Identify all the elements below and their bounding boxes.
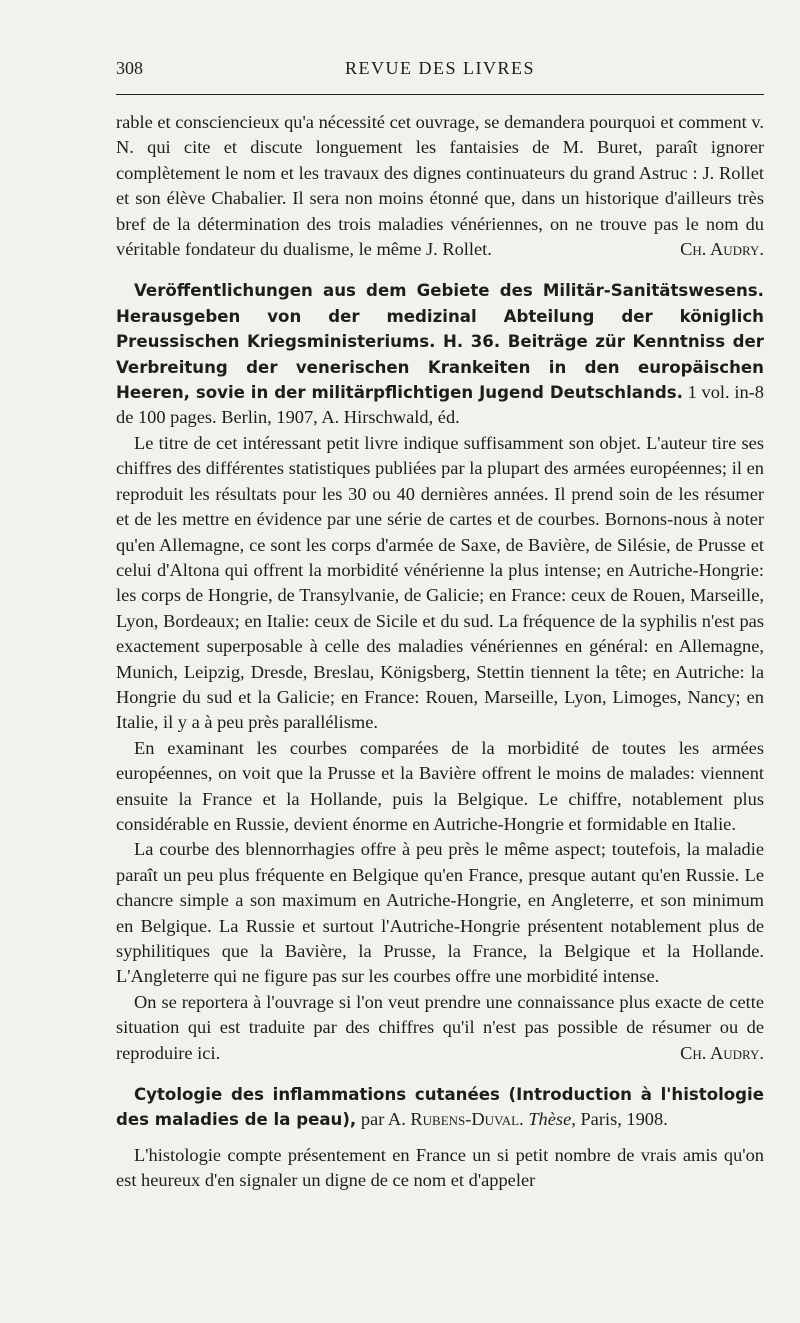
header-rule [116,94,764,95]
review-1-text [116,110,764,262]
review-2-signature: Ch. Audry. [680,1042,764,1063]
review-3-paragraph-1: L'histologie compte présentement en France un si petit nombre de vrais amis qu'on est heureux d'en signaler un digne de ce nom et d'appeler [116,1144,764,1191]
review-3-pub-by: par A. [356,1109,411,1130]
running-header [116,58,764,82]
review-3-author: Rubens-Duval [410,1109,520,1130]
spacer [116,1133,764,1143]
review-3-thesis: Thèse, [528,1109,576,1130]
review-3-title: Cytologie des inflammations cutanées (Introduction à l'histologie des maladies de la peau), [116,1085,764,1130]
running-title: REVUE DES LIVRES [345,58,535,78]
page-number: 308 [116,58,143,78]
review-2-paragraph-4-text: On se reportera à l'ouvrage si l'on veut prendre une connaissance plus exacte de cette situation qui est traduite par des chiffres qu'il n'est pas possible de résumer ou de reproduire ici. [116,991,764,1063]
page-body [116,110,764,1194]
spacer [116,1066,764,1082]
review-2-heading [116,278,764,430]
review-2-paragraph-1: Le titre de cet intéressant petit livre indique suffisamment son objet. L'auteur tire ses chiffres des différentes statistiques publiées par la plupart des armées européennes; il en reproduit les résultats pour les 30 ou 40 dernières années. Il prend soin de les résumer et de les mettre en évidence par une série de cartes et de courbes. Bornons-nous à noter qu'en Allemagne, ce sont les corps d'armée de Saxe, de Bavière, de Silésie, de Prusse et celui d'Altona qui offrent la morbidité vénérienne la plus intense; en Autriche-Hongrie: les corps de Hongrie, de Transylvanie, de Galicie; en France: ceux de Rouen, Marseille, Lyon, Bordeaux; en Italie: ceux de Sicile et du sud. La fréquence de la syphilis n'est pas exactement superposable à celle des maladies vénériennes en général: en Allemagne, Munich, Leipzig, Dresde, Breslau, Königsberg, Stettin tiennent la tête; en Autriche: la Hongrie du sud et la Galicie; en France: Rouen, Marseille, Lyon, Limoges, Nancy; en Italie, il y a à peu près parallélisme. [116,432,764,733]
review-1-paragraph: rable et consciencieux qu'a nécessité cet ouvrage, se demandera pourquoi et comment v. N. qui cite et discute longuement les fantaisies de M. Buret, paraît ignorer complètement le nom et les travaux des dignes continuateurs du grand Astruc : J. Rollet et son élève Chabalier. Il sera non moins étonné que, dans un historique d'ailleurs très bref de la détermination des trois maladies vénériennes, on ne trouve pas le nom du véritable fondateur du dualisme, le même J. Rollet. [116,112,764,260]
spacer [116,262,764,278]
review-2-title: Veröffentlichungen aus dem Gebiete des Militär-Sanitätswesens. Herausgeben von der medizinal Abteilung der königlich Preussischen Kriegsministeriums. H. 36. Beiträge zür Kenntniss der Verbreitung der venerischen Krankeiten in den europäischen Heeren, sovie in der militärpflichtigen Jugend Deutschlands. [116,281,764,403]
review-2-paragraph-3: La courbe des blennorrhagies offre à peu près le même aspect; toutefois, la maladie paraît un peu plus fréquente en Belgique qu'en France, presque autant qu'en Russie. Le chancre simple a son maximum en Autriche-Hongrie, en Angleterre, et son minimum en Belgique. La Russie et surtout l'Autriche-Hongrie présentent notablement plus de syphilitiques que la Bavière, la Prusse, la France, la Belgique et la Hollande. L'Angleterre qui ne figure pas sur les courbes offre une morbidité intense. [116,839,764,987]
review-3-heading [116,1082,764,1133]
review-2-paragraph-4 [116,990,764,1066]
review-3-pub-rest: Paris, 1908. [575,1109,668,1130]
review-3-pub-sep: . [519,1109,529,1130]
review-1-signature: Ch. Audry. [680,239,764,260]
review-2-paragraph-2: En examinant les courbes comparées de la morbidité de toutes les armées européennes, on voit que la Prusse et la Bavière offrent le moins de malades: viennent ensuite la France et la Hollande, puis la Belgique. Le chiffre, notablement plus considérable en Russie, devient énorme en Autriche-Hongrie et formidable en Italie. [116,737,764,834]
review-2-publication: 1 vol. in-8 de 100 pages. Berlin, 1907, A. Hirschwald, éd. [116,382,764,428]
